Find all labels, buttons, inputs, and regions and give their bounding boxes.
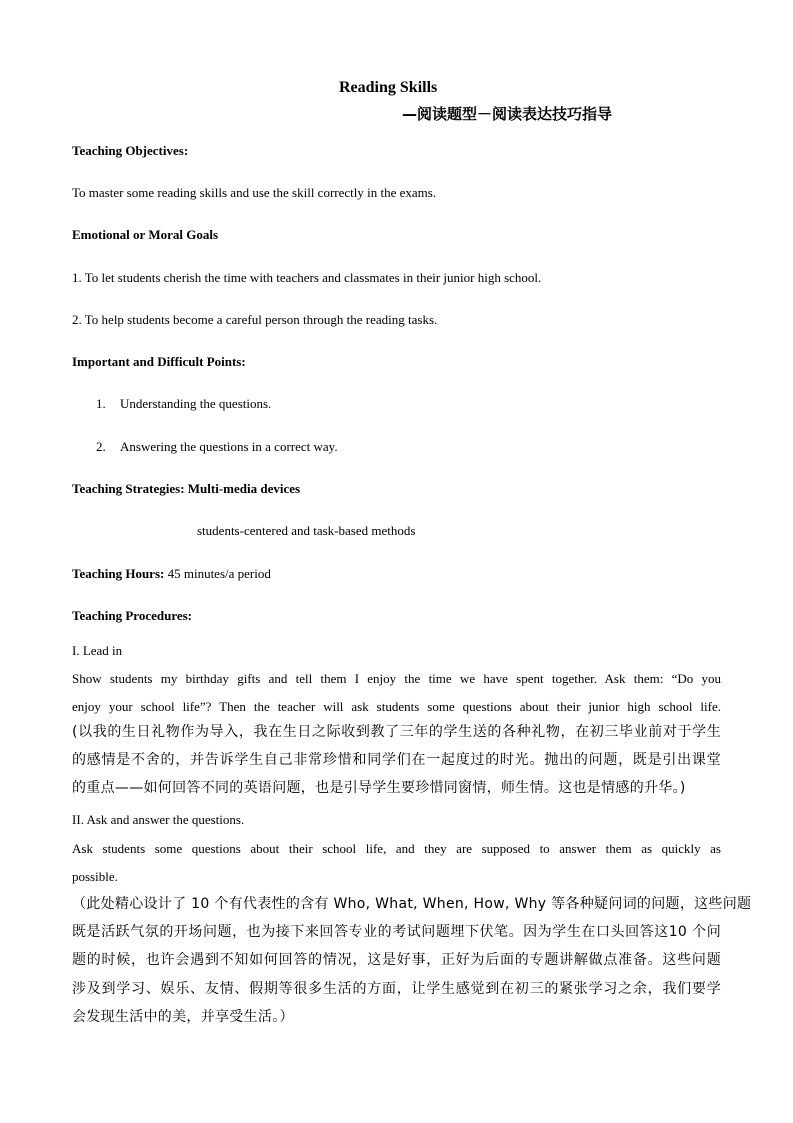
goal-item: 2. To help students become a careful person through the reading tasks. <box>72 312 438 327</box>
paragraph-line: possible. <box>72 869 118 884</box>
paragraph-line-cn: 会发现生活中的美，并享受生活。） <box>72 1009 294 1025</box>
point-number: 2. <box>96 439 106 454</box>
hours-heading: Teaching Hours: <box>72 566 165 581</box>
point-text: Answering the questions in a correct way. <box>120 439 338 454</box>
goal-item: 1. To let students cherish the time with teachers and classmates in their junior high school. <box>72 270 542 285</box>
paragraph-line: enjoy your school life”? Then the teacher will ask students some questions about their junior high school life. <box>72 699 721 714</box>
objectives-text: To master some reading skills and use the skill correctly in the exams. <box>72 185 437 200</box>
emotional-goals-heading: Emotional or Moral Goals <box>72 227 219 242</box>
procedures-heading: Teaching Procedures: <box>72 608 193 623</box>
paragraph-line: Ask students some questions about their school life, and they are supposed to answer them as quickly as <box>72 841 721 856</box>
point-text: Understanding the questions. <box>120 396 272 411</box>
paragraph-line-cn: 的感情是不舍的，并告诉学生自己非常珍惜和同学们在一起度过的时光。抛出的问题，既是引出课堂 <box>72 752 721 768</box>
hours-line <box>72 566 271 582</box>
hours-value: 45 minutes/a period <box>164 566 271 581</box>
points-heading: Important and Difficult Points: <box>72 354 246 369</box>
section-heading: II. Ask and answer the questions. <box>72 812 245 827</box>
paragraph-line-cn: 涉及到学习、娱乐、友情、假期等很多生活的方面，让学生感觉到在初三的紧张学习之余，我们要学 <box>72 981 721 997</box>
paragraph-line-cn: (以我的生日礼物作为导入，我在生日之际收到教了三年的学生送的各种礼物，在初三毕业前对于学生 <box>72 724 721 740</box>
section-heading: I. Lead in <box>72 643 123 658</box>
doc-subtitle: —阅读题型－阅读表达技巧指导 <box>402 105 613 123</box>
paragraph-line-cn: 的重点——如何回答不同的英语问题，也是引导学生要珍惜同窗情，师生情。这也是情感的升华。) <box>72 780 686 796</box>
strategies-heading: Teaching Strategies: Multi-media devices <box>72 481 301 496</box>
objectives-heading: Teaching Objectives: <box>72 143 189 158</box>
paragraph-line-cn: （此处精心设计了 10 个有代表性的含有 Who, What, When, How, Why 等各种疑问词的问题，这些问题 <box>72 896 752 912</box>
strategies-detail: students-centered and task-based methods <box>197 523 416 538</box>
doc-title: Reading Skills <box>339 79 438 96</box>
paragraph-line: Show students my birthday gifts and tell them I enjoy the time we have spent together. Ask them: “Do you <box>72 671 721 686</box>
paragraph-line-cn: 题的时候，也许会遇到不知如何回答的情况，这是好事，正好为后面的专题讲解做点准备。这些问题 <box>72 952 721 968</box>
point-number: 1. <box>96 396 106 411</box>
paragraph-line-cn: 既是活跃气氛的开场问题，也为接下来回答专业的考试问题埋下伏笔。因为学生在口头回答这10 个问 <box>72 924 721 940</box>
